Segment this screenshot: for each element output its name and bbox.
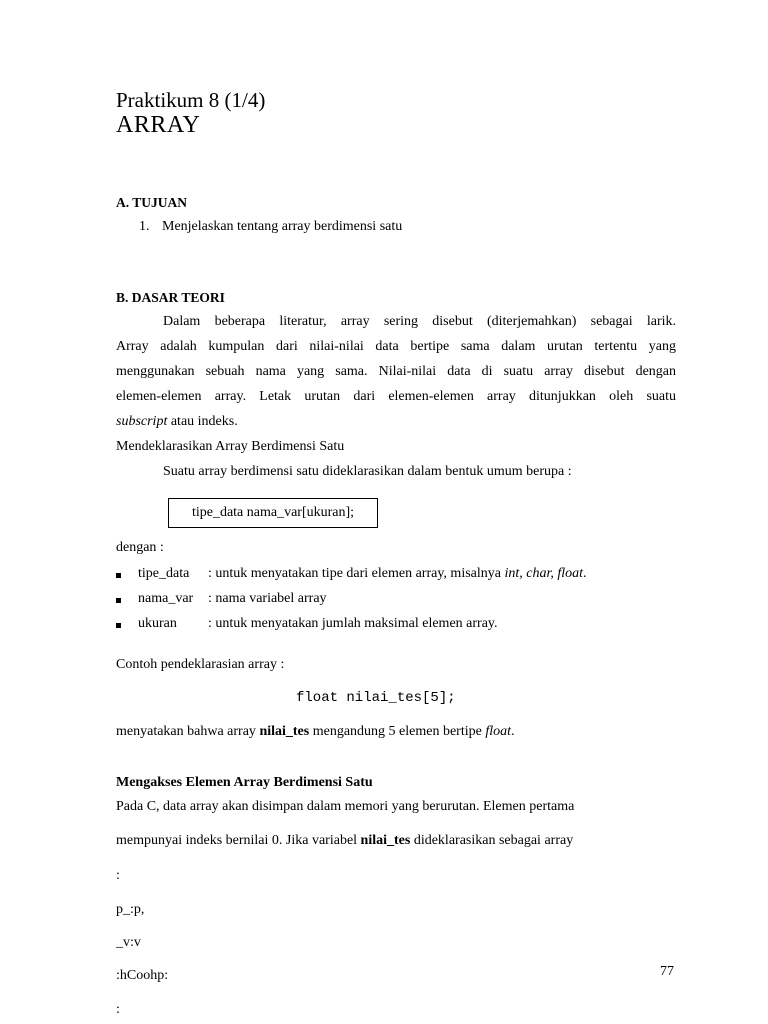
bullet-desc: : untuk menyatakan tipe dari elemen array, misalnya int, char, float.: [208, 566, 587, 581]
paragraph-line: elemen-elemen array. Letak urutan dari elemen-elemen array ditunjukkan oleh suatu: [116, 389, 676, 404]
page-title: Praktikum 8 (1/4): [116, 88, 266, 112]
garbled-text-line: :: [116, 868, 120, 883]
paragraph-line: Dalam beberapa literatur, array sering disebut (diterjemahkan) sebagai larik.: [163, 314, 676, 329]
bullet-icon: [116, 573, 121, 578]
garbled-text-line: :hCoohp:: [116, 968, 169, 983]
list-item-number: 1.: [139, 219, 150, 234]
garbled-text-line: _v:v: [116, 935, 141, 950]
paragraph-line: [116, 409, 676, 434]
garbled-text-line: p_:p,: [116, 902, 145, 917]
paragraph-text: atau indeks.: [167, 414, 238, 429]
bullet-term: nama_var: [138, 591, 194, 606]
access-text-line: mempunyai indeks bernilai 0. Jika variabel nilai_tes dideklarasikan sebagai array: [116, 833, 574, 848]
declaration-intro: Suatu array berdimensi satu dideklarasikan dalam bentuk umum berupa :: [163, 464, 572, 479]
italic-term: subscript: [116, 414, 168, 429]
list-item-text: Menjelaskan tentang array berdimensi satu: [162, 219, 403, 234]
bullet-term: tipe_data: [138, 566, 190, 581]
access-text-line: Pada C, data array akan disimpan dalam memori yang berurutan. Elemen pertama: [116, 799, 575, 814]
bullet-desc: : untuk menyatakan jumlah maksimal elemen array.: [208, 616, 498, 631]
subheading-declare: Mendeklarasikan Array Berdimensi Satu: [116, 439, 345, 454]
section-b-heading: B. DASAR TEORI: [116, 290, 225, 305]
paragraph-line: Array adalah kumpulan dari nilai-nilai data bertipe sama dalam urutan tertentu yang: [116, 339, 676, 354]
dengan-label: dengan :: [116, 540, 164, 555]
paragraph-line: menggunakan sebuah nama yang sama. Nilai-nilai data di suatu array disebut dengan: [116, 364, 676, 379]
declaration-syntax-box: tipe_data nama_var[ukuran];: [168, 498, 378, 528]
bullet-icon: [116, 598, 121, 603]
section-a-heading: A. TUJUAN: [116, 195, 188, 210]
bullet-icon: [116, 623, 121, 628]
example-description: menyatakan bahwa array nilai_tes mengandung 5 elemen bertipe float.: [116, 724, 515, 739]
example-code: float nilai_tes[5];: [296, 690, 456, 706]
page-number: 77: [660, 964, 674, 979]
garbled-text-line: :: [116, 1002, 120, 1017]
example-intro: Contoh pendeklarasian array :: [116, 657, 285, 672]
bullet-desc: : nama variabel array: [208, 591, 327, 606]
bullet-term: ukuran: [138, 616, 177, 631]
page-subtitle: ARRAY: [116, 112, 201, 138]
subheading-access: Mengakses Elemen Array Berdimensi Satu: [116, 775, 373, 790]
